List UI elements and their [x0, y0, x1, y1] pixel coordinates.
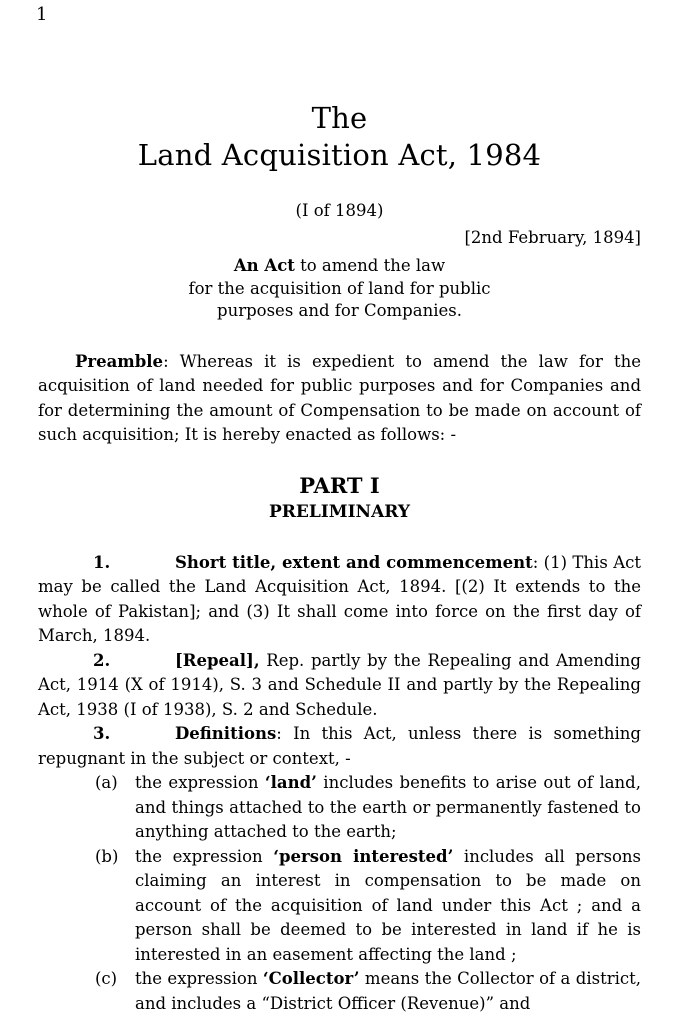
section-3-body: : In this Act, unless there is something repugnant in the subject or context, -	[38, 724, 641, 768]
definitions-list	[95, 771, 641, 1016]
definition-text-a	[135, 771, 641, 845]
section-3-heading: Definitions	[175, 724, 277, 743]
definition-c-post: means the Collector of a district, and includes a “District Officer (Revenue)” and	[135, 969, 641, 1013]
definition-marker-b: (b)	[95, 846, 119, 866]
title-line-1: The	[311, 101, 368, 135]
page-number: 1	[36, 4, 48, 25]
definition-b-term: ‘person interested’	[273, 846, 454, 866]
section-1-heading: Short title, extent and commencement	[175, 552, 533, 572]
sections	[38, 551, 641, 1017]
enacting-formula-line-1	[38, 255, 641, 278]
page-content	[0, 100, 679, 1016]
definition-b-pre: the expression	[135, 846, 274, 866]
section-1-body: : (1) This Act may be called the Land Acquisition Act, 1894. [(2) It extends to the whole of Pakistan]; and (3) It shall come into force on the first day of March, 1894.	[38, 552, 641, 645]
section-2-number: 2.	[93, 650, 111, 670]
definition-marker-a: (a)	[95, 773, 118, 792]
section-3-number: 3.	[93, 724, 111, 743]
section-2-heading: [Repeal],	[175, 650, 260, 670]
act-label-rest: to amend the law	[294, 256, 446, 275]
section-2-paragraph	[38, 649, 641, 723]
part-heading: PART I	[299, 472, 380, 498]
enacting-formula-line-2: for the acquisition of land for public	[188, 278, 491, 298]
enacting-formula-line-3: purposes and for Companies.	[217, 301, 462, 320]
definition-a-post: includes benefits to arise out of land, and things attached to the earth or permanently fastened to anything attached to the earth;	[135, 773, 641, 841]
definition-marker-c: (c)	[95, 969, 118, 988]
definition-item-c	[95, 967, 641, 1016]
section-2-body: Rep. partly by the Repealing and Amending Act, 1914 (X of 1914), S. 3 and Schedule II and partly by the Repealing Act, 1938 (I of 1938), S. 2 and Schedule.	[38, 650, 641, 719]
definition-c-term: ‘Collector’	[262, 969, 360, 988]
definition-item-b	[95, 845, 641, 968]
section-3-paragraph	[38, 722, 641, 771]
enacting-formula	[38, 255, 641, 323]
title-line-2: Land Acquisition Act, 1984	[137, 138, 542, 172]
definition-c-pre: the expression	[135, 969, 263, 988]
preamble-label: Preamble	[75, 351, 164, 371]
definition-a-term: ‘land’	[264, 773, 317, 792]
definition-text-c	[135, 967, 641, 1016]
preamble-text: : Whereas it is expedient to amend the law for the acquisition of land needed for public purposes and for Companies and for determining the amount of Compensation to be made on account of such acquisition; It is hereby enacted as follows: -	[38, 351, 641, 444]
act-label: An Act	[233, 256, 295, 275]
act-reference: (I of 1894)	[295, 201, 384, 220]
definition-text-b	[135, 845, 641, 968]
section-1-number: 1.	[93, 552, 111, 572]
document-title	[38, 100, 641, 174]
section-1-paragraph	[38, 551, 641, 649]
definition-a-pre: the expression	[135, 773, 265, 792]
preamble-paragraph	[38, 350, 641, 448]
part-subheading: PRELIMINARY	[268, 501, 410, 522]
definition-b-post: includes all persons claiming an interest in compensation to be made on account of the acquisition of land under this Act ; and a person shall be deemed to be interested in land if he is interested in an easement affecting the land ;	[135, 846, 641, 964]
definition-item-a	[95, 771, 641, 845]
enactment-date: [2nd February, 1894]	[464, 228, 641, 247]
